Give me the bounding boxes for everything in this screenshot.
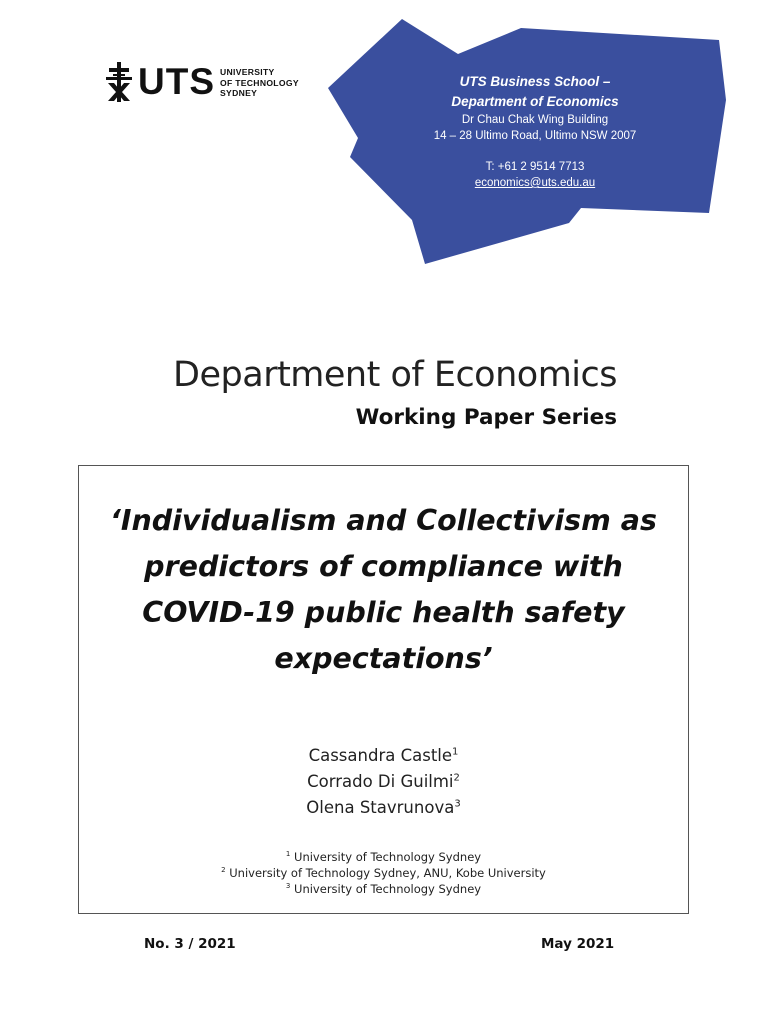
contact-school: UTS Business School –	[459, 74, 611, 89]
department-heading: Department of Economics	[173, 355, 617, 395]
logo-line3: SYDNEY	[220, 88, 258, 98]
affiliation-list	[79, 849, 688, 897]
paper-title	[99, 498, 668, 682]
title-line: ‘Individualism and Collectivism as	[110, 504, 657, 537]
author: Olena Stavrunova$^3$	[306, 798, 461, 817]
author-list	[79, 743, 688, 821]
title-line: expectations’	[274, 642, 493, 675]
contact-building: Dr Chau Chak Wing Building	[461, 114, 609, 126]
affiliation: $^1$ University of Technology Sydney	[285, 850, 482, 864]
series-heading: Working Paper Series	[355, 405, 617, 430]
author: Cassandra Castle$^1$	[308, 746, 459, 765]
author: Corrado Di Guilmi$^2$	[307, 772, 460, 791]
uts-logo	[106, 62, 306, 106]
affiliation: $^2$ University of Technology Sydney, ANU, Kobe University	[221, 866, 546, 880]
paper-date: May 2021	[541, 936, 615, 952]
logo-subtitle	[220, 67, 299, 99]
contact-block	[400, 72, 670, 191]
logo-line2: OF TECHNOLOGY	[220, 77, 299, 88]
logo-wordmark: UTS	[138, 61, 215, 102]
paper-number: No. 3 / 2021	[144, 936, 236, 952]
contact-address: 14 – 28 Ultimo Road, Ultimo NSW 2007	[433, 130, 637, 142]
contact-department: Department of Economics	[451, 94, 619, 109]
affiliation: $^3$ University of Technology Sydney	[285, 882, 482, 896]
logo-line1: UNIVERSITY	[220, 67, 275, 77]
title-line: COVID-19 public health safety	[142, 596, 625, 629]
paper-box	[78, 465, 689, 914]
contact-phone: T: +61 2 9514 7713	[485, 161, 585, 173]
contact-email-link[interactable]: economics@uts.edu.au	[474, 177, 596, 189]
title-line: predictors of compliance with	[144, 550, 623, 583]
uts-crest-icon	[106, 62, 132, 102]
